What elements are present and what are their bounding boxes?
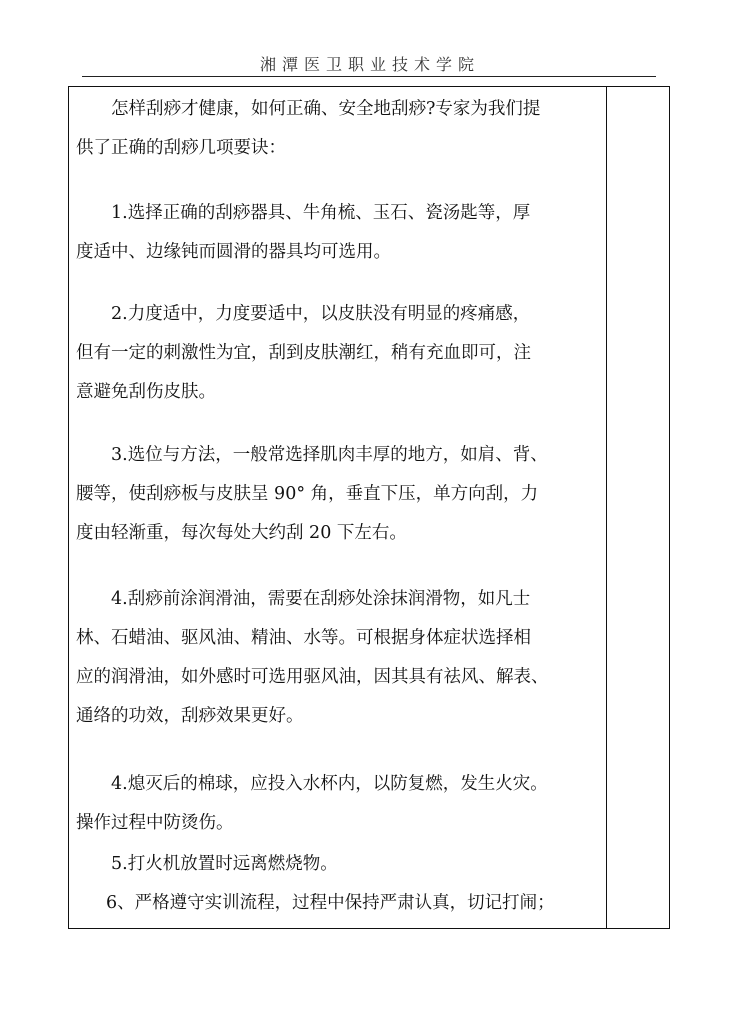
paragraph-line: 怎样刮痧才健康，如何正确、安全地刮痧?专家为我们提	[111, 99, 541, 119]
paragraph-line: 4.熄灭后的棉球，应投入水杯内，以防复燃，发生火灾。	[111, 774, 548, 794]
paragraph-safety-6	[106, 884, 606, 923]
paragraph-line: 6、严格遵守实训流程，过程中保持严肃认真，切记打闹；	[106, 893, 555, 913]
paragraph-line: 操作过程中防烫伤。	[76, 813, 234, 833]
paragraph-tip-4	[76, 580, 598, 736]
paragraph-intro	[76, 90, 598, 168]
paragraph-line: 林、石蜡油、驱风油、精油、水等。可根据身体症状选择相	[76, 628, 531, 648]
header-divider	[82, 76, 656, 77]
paragraph-tip-2	[76, 295, 598, 412]
paragraph-line: 3.选位与方法，一般常选择肌肉丰厚的地方，如肩、背、	[111, 445, 548, 465]
page-header: 湘潭医卫职业技术学院	[259, 55, 480, 74]
paragraph-line: 4.刮痧前涂润滑油，需要在刮痧处涂抹润滑物，如凡士	[111, 589, 531, 609]
paragraph-tip-3	[76, 436, 598, 553]
paragraph-line: 供了正确的刮痧几项要诀：	[76, 138, 286, 158]
paragraph-line: 度由轻渐重，每次每处大约刮 20 下左右。	[76, 523, 407, 543]
paragraph-line: 通络的功效，刮痧效果更好。	[76, 706, 304, 726]
paragraph-line: 2.力度适中，力度要适中，以皮肤没有明显的疼痛感，	[111, 304, 531, 324]
paragraph-line: 意避免刮伤皮肤。	[76, 382, 216, 402]
paragraph-safety-5	[76, 845, 598, 884]
table-column-divider	[606, 86, 607, 929]
paragraph-line: 但有一定的刺激性为宜，刮到皮肤潮红，稍有充血即可，注	[76, 343, 531, 363]
paragraph-tip-1	[76, 194, 598, 272]
paragraph-line: 度适中、边缘钝而圆滑的器具均可选用。	[76, 242, 391, 262]
paragraph-line: 腰等，使刮痧板与皮肤呈 90° 角，垂直下压，单方向刮，力	[76, 484, 539, 504]
paragraph-line: 应的润滑油，如外感时可选用驱风油，因其具有祛风、解表、	[76, 667, 549, 687]
paragraph-line: 1.选择正确的刮痧器具、牛角梳、玉石、瓷汤匙等，厚	[111, 203, 531, 223]
paragraph-safety-4	[76, 765, 598, 843]
paragraph-line: 5.打火机放置时远离燃烧物。	[111, 854, 338, 874]
